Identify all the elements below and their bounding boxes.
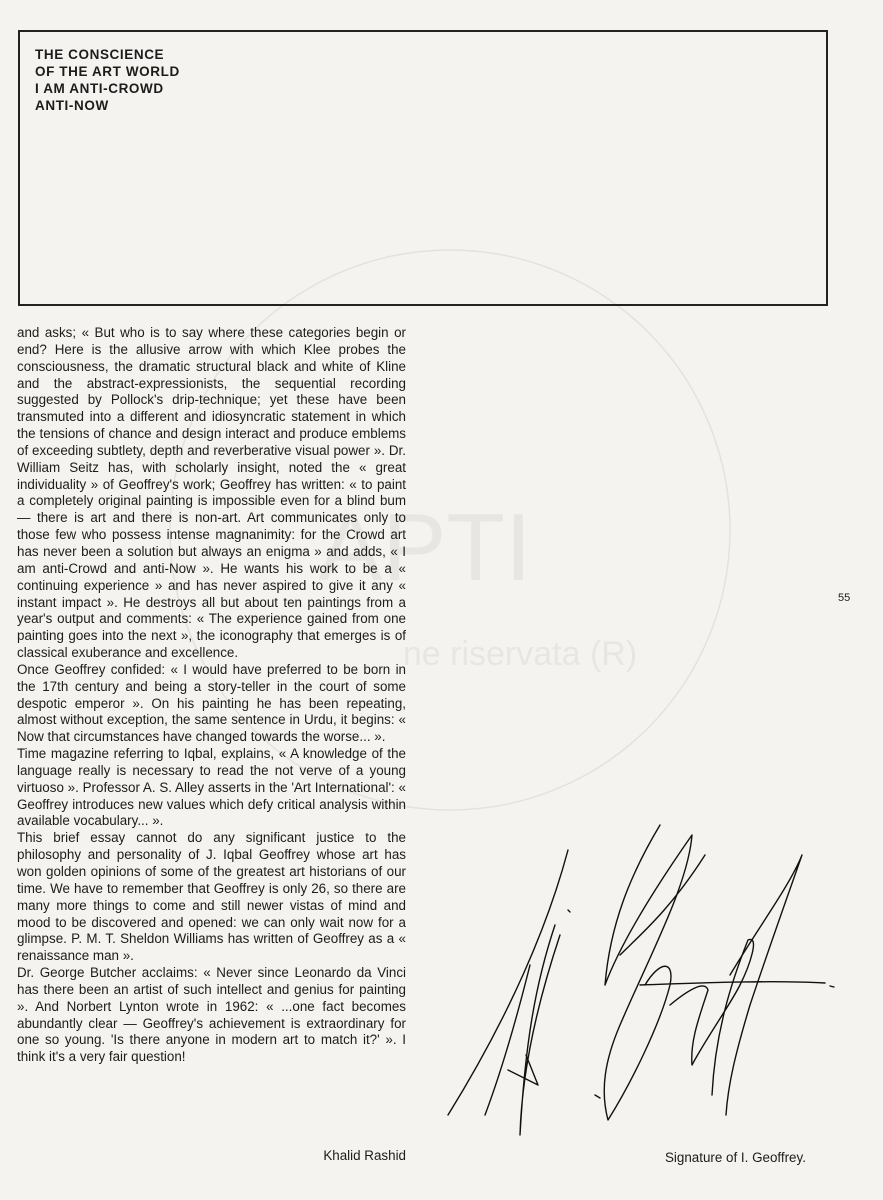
signature-caption: Signature of I. Geoffrey.	[665, 1150, 806, 1165]
title-box	[18, 30, 828, 306]
paragraph: This brief essay cannot do any significant justice to the philosophy and personality of J. Iqbal Geoffrey whose art has won golden opinions of some of the greatest art historians of our time. We have to remember that Geoffrey is only 26, so there are many more things to come and still newer vistas of mind and mood to be discovered and opened: we can only wait now for a glimpse. P. M. T. Sheldon Williams has written of Geoffrey as a « renaissance man ».	[17, 830, 406, 964]
title-line: THE CONSCIENCE	[35, 47, 165, 62]
title-line: OF THE ART WORLD	[35, 64, 180, 79]
paragraph: Dr. George Butcher acclaims: « Never since Leonardo da Vinci has there been an artist of such intellect and genius for painting ». And Norbert Lynton wrote in 1962: « ...one fact becomes abundantly clear — Geoffrey's achievement is extraordinary for one so young. 'Is there anyone in modern art to match it?' ». I think it's a very fair question!	[17, 965, 406, 1065]
author-name: Khalid Rashid	[323, 1148, 406, 1163]
signature-drawing	[430, 815, 850, 1155]
page-number: 55	[838, 592, 851, 604]
watermark-text: APTI	[318, 494, 532, 601]
title-line: I AM ANTI-CROWD	[35, 81, 164, 96]
title-line: ANTI-NOW	[35, 98, 109, 113]
paragraph: and asks; « But who is to say where these categories begin or end? Here is the allusive arrow with which Klee probes the consciousness, the dramatic structural black and white of Kline and the abstract-expressionists, the sequential recording suggested by Pollock's drip-technique; yet these have been transmuted into a different and idiosyncratic statement in which the tensions of chance and design interact and produce emblems of exceeding subtlety, depth and reverberative visual power ». Dr. William Seitz has, with scholarly insight, noted the « great individuality » of Geoffrey's work; Geoffrey has written: « to paint a completely original painting is impossible even for a blind bum — there is art and there is non-art. Art communicates only to those few who possess intense magnanimity: for the Crowd art has never been a solution but always an enigma » and adds, « I am anti-Crowd and anti-Now ». He wants his work to be a « continuing experience » and has never aspired to give it any « instant impact ». He destroys all but about ten paintings from a year's output and comments: « The experience gained from one painting goes into the next », the iconography that emerges is of classical exuberance and excellence.	[17, 325, 406, 661]
paragraph: Once Geoffrey confided: « I would have preferred to be born in the 17th century and being a story-teller in the court of some despotic emperor ». On his painting he has been repeating, almost without exception, the same sentence in Urdu, it begins: « Now that circumstances have changed towards the worse... ».	[17, 661, 406, 745]
watermark-subtext: ne riservata (R)	[402, 635, 638, 673]
article-title	[35, 46, 180, 114]
article-body	[17, 325, 406, 1066]
paragraph: Time magazine referring to Iqbal, explains, « A knowledge of the language really is necessary to read the not verve of a young virtuoso ». Professor A. S. Alley asserts in the 'Art International': « Geoffrey introduces new values which defy critical analysis within available vocabulary... ».	[17, 746, 406, 829]
